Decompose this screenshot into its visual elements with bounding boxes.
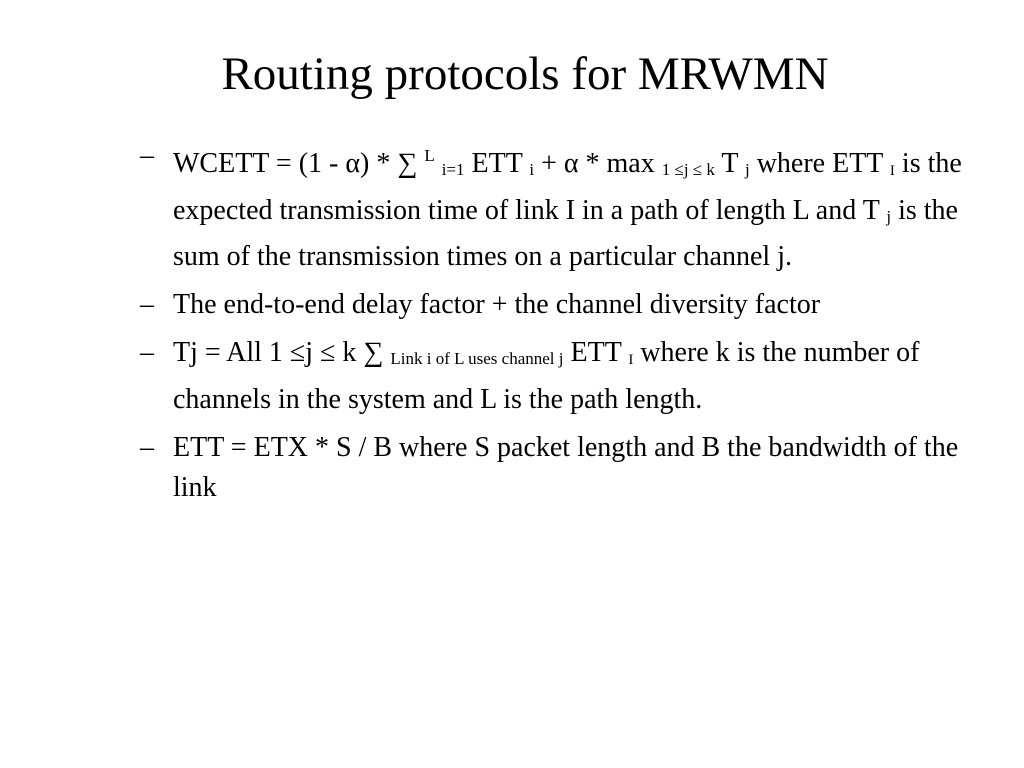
bullet-item	[140, 285, 975, 325]
bullet-item	[140, 136, 975, 277]
bullet-marker: –	[140, 140, 154, 171]
bullet-text-run: + α * max	[534, 148, 662, 179]
subscript-text: I	[889, 163, 895, 179]
subscript-text: i=1	[441, 160, 465, 179]
bullet-text-run: ETT	[563, 337, 629, 368]
subscript-text: i	[529, 160, 535, 179]
subscript-text: j	[744, 160, 750, 179]
bullet-text-run	[435, 148, 442, 179]
bullet-item	[140, 428, 975, 508]
bullet-text-run: T	[714, 148, 745, 179]
subscript-text: Link i of L uses channel j	[390, 349, 564, 368]
subscript-text: I	[628, 352, 634, 368]
bullet-marker: –	[140, 289, 154, 320]
bullet-text	[173, 285, 975, 325]
bullet-text-run: is the expected transmission time of link I in a path of length L and T	[173, 148, 962, 226]
superscript-text: L	[424, 146, 435, 165]
bullet-marker: –	[140, 432, 154, 463]
bullet-text-run: where k is the number of channels in the system and L is the path length.	[173, 337, 920, 415]
subscript-text: j	[886, 207, 892, 226]
bullet-item	[140, 333, 975, 420]
slide-title: Routing protocols for MRWMN	[221, 48, 829, 100]
subscript-text: 1 ≤j ≤ k	[661, 160, 715, 179]
bullet-text-run: Tj = All 1 ≤j ≤ k ∑	[173, 337, 391, 368]
bullet-text-run: ETT = ETX * S / B where S packet length and B the bandwidth of the link	[173, 432, 959, 503]
bullet-text	[173, 136, 975, 277]
bullet-text-run: The end-to-end delay factor + the channel diversity factor	[173, 289, 821, 320]
bullet-marker: –	[140, 337, 154, 368]
bullet-text-run: WCETT = (1 - α) * ∑	[173, 148, 425, 179]
bullet-text	[173, 428, 975, 508]
bullet-list	[140, 136, 975, 516]
bullet-text-run: ETT	[464, 148, 530, 179]
bullet-text-run: where ETT	[749, 148, 890, 179]
bullet-text	[173, 333, 975, 420]
bullet-text-run: is the sum of the transmission times on a particular channel j.	[173, 195, 958, 272]
